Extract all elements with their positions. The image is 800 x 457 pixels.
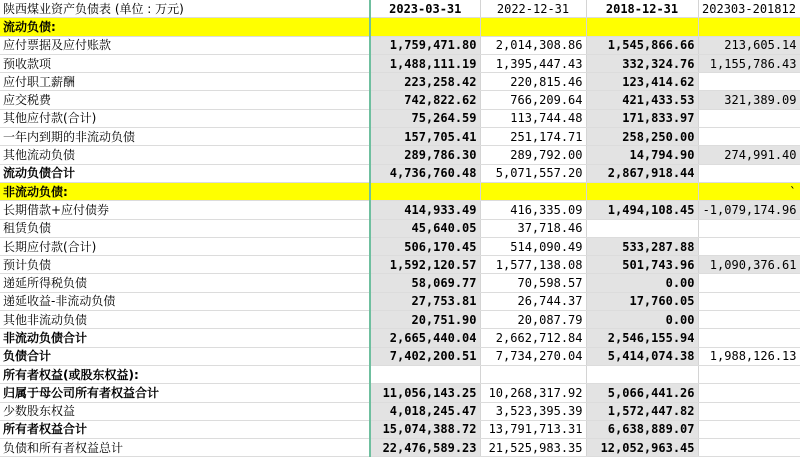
val-change[interactable]	[698, 329, 800, 347]
val-2018-12-31[interactable]: 17,760.05	[586, 292, 698, 310]
table-row	[0, 292, 800, 310]
table-row	[0, 402, 800, 420]
row-label[interactable]: 递延所得税负债	[0, 274, 370, 292]
sheet-title[interactable]: 陕西煤业资产负债表 (单位 : 万元)	[0, 0, 370, 18]
val-change[interactable]	[698, 274, 800, 292]
val-change[interactable]	[698, 164, 800, 182]
val-2023-03-31[interactable]: 4,736,760.48	[370, 164, 480, 182]
val-change[interactable]	[698, 365, 800, 383]
val-2022-12-31[interactable]: 3,523,395.39	[480, 402, 586, 420]
val-2023-03-31[interactable]: 58,069.77	[370, 274, 480, 292]
row-label[interactable]: 一年内到期的非流动负债	[0, 128, 370, 146]
val-2023-03-31[interactable]	[370, 182, 480, 200]
section-row	[0, 18, 800, 36]
val-2018-12-31[interactable]: 0.00	[586, 274, 698, 292]
val-2022-12-31[interactable]: 2,662,712.84	[480, 329, 586, 347]
val-2023-03-31[interactable]: 414,933.49	[370, 201, 480, 219]
val-change[interactable]: -1,079,174.96	[698, 201, 800, 219]
val-2023-03-31[interactable]: 157,705.41	[370, 128, 480, 146]
row-label[interactable]: 负债和所有者权益总计	[0, 439, 370, 457]
row-label[interactable]: 其他非流动负债	[0, 311, 370, 329]
table-row	[0, 109, 800, 127]
table-row	[0, 201, 800, 219]
val-2018-12-31[interactable]: 0.00	[586, 311, 698, 329]
table-row	[0, 128, 800, 146]
val-2018-12-31[interactable]: 5,414,074.38	[586, 347, 698, 365]
table-row	[0, 420, 800, 438]
val-2023-03-31[interactable]: 742,822.62	[370, 91, 480, 109]
row-label[interactable]: 所有者权益(或股东权益):	[0, 365, 370, 383]
val-2022-12-31[interactable]: 1,577,138.08	[480, 256, 586, 274]
row-label[interactable]: 预收款项	[0, 54, 370, 72]
val-change[interactable]: `	[698, 182, 800, 200]
val-2023-03-31[interactable]: 289,786.30	[370, 146, 480, 164]
header-row	[0, 0, 800, 18]
val-2018-12-31[interactable]	[586, 219, 698, 237]
val-2018-12-31[interactable]: 533,287.88	[586, 237, 698, 255]
val-2022-12-31[interactable]: 416,335.09	[480, 201, 586, 219]
table-row	[0, 91, 800, 109]
row-label[interactable]: 非流动负债:	[0, 182, 370, 200]
val-2022-12-31[interactable]: 113,744.48	[480, 109, 586, 127]
val-2023-03-31[interactable]: 7,402,200.51	[370, 347, 480, 365]
val-2018-12-31[interactable]: 171,833.97	[586, 109, 698, 127]
val-change[interactable]	[698, 292, 800, 310]
val-2023-03-31[interactable]: 506,170.45	[370, 237, 480, 255]
val-2023-03-31[interactable]: 1,592,120.57	[370, 256, 480, 274]
table-row	[0, 146, 800, 164]
table-row	[0, 439, 800, 457]
val-2018-12-31[interactable]: 14,794.90	[586, 146, 698, 164]
val-2022-12-31[interactable]: 766,209.64	[480, 91, 586, 109]
val-2023-03-31[interactable]: 75,264.59	[370, 109, 480, 127]
row-label[interactable]: 负债合计	[0, 347, 370, 365]
val-2018-12-31[interactable]: 1,494,108.45	[586, 201, 698, 219]
row-label[interactable]: 归属于母公司所有者权益合计	[0, 384, 370, 402]
val-2018-12-31[interactable]: 123,414.62	[586, 73, 698, 91]
table-row	[0, 73, 800, 91]
val-2018-12-31[interactable]: 501,743.96	[586, 256, 698, 274]
row-label[interactable]: 应交税费	[0, 91, 370, 109]
val-2023-03-31[interactable]: 11,056,143.25	[370, 384, 480, 402]
val-2022-12-31[interactable]: 10,268,317.92	[480, 384, 586, 402]
val-2022-12-31[interactable]: 70,598.57	[480, 274, 586, 292]
val-2018-12-31[interactable]	[586, 18, 698, 36]
row-label[interactable]: 应付职工薪酬	[0, 73, 370, 91]
col-header-change[interactable]: 202303-201812	[698, 0, 800, 18]
table-row	[0, 347, 800, 365]
table-row	[0, 365, 800, 383]
val-change[interactable]	[698, 311, 800, 329]
val-2022-12-31[interactable]	[480, 18, 586, 36]
section-row	[0, 182, 800, 200]
val-change[interactable]: 321,389.09	[698, 91, 800, 109]
val-change[interactable]: 213,605.14	[698, 36, 800, 54]
val-2023-03-31[interactable]: 2,665,440.04	[370, 329, 480, 347]
table-row	[0, 311, 800, 329]
val-2023-03-31[interactable]: 15,074,388.72	[370, 420, 480, 438]
val-2022-12-31[interactable]: 20,087.79	[480, 311, 586, 329]
table-row	[0, 164, 800, 182]
val-2023-03-31[interactable]: 4,018,245.47	[370, 402, 480, 420]
val-2022-12-31[interactable]: 2,014,308.86	[480, 36, 586, 54]
table-row	[0, 237, 800, 255]
row-label[interactable]: 流动负债合计	[0, 164, 370, 182]
row-label[interactable]: 预计负债	[0, 256, 370, 274]
val-2023-03-31[interactable]: 27,753.81	[370, 292, 480, 310]
row-label[interactable]: 长期借款+应付债券	[0, 201, 370, 219]
col-header-2023-03-31[interactable]: 2023-03-31	[370, 0, 480, 18]
table-row	[0, 329, 800, 347]
val-2018-12-31[interactable]: 258,250.00	[586, 128, 698, 146]
col-header-2022-12-31[interactable]: 2022-12-31	[480, 0, 586, 18]
val-2023-03-31[interactable]: 1,759,471.80	[370, 36, 480, 54]
val-change[interactable]	[698, 219, 800, 237]
row-label[interactable]: 非流动负债合计	[0, 329, 370, 347]
val-2023-03-31[interactable]: 1,488,111.19	[370, 54, 480, 72]
row-label[interactable]: 长期应付款(合计)	[0, 237, 370, 255]
val-change[interactable]	[698, 128, 800, 146]
val-2018-12-31[interactable]: 2,867,918.44	[586, 164, 698, 182]
val-change[interactable]	[698, 439, 800, 457]
val-change[interactable]	[698, 109, 800, 127]
val-2022-12-31[interactable]: 21,525,983.35	[480, 439, 586, 457]
val-2023-03-31[interactable]	[370, 18, 480, 36]
val-2022-12-31[interactable]: 13,791,713.31	[480, 420, 586, 438]
row-label[interactable]: 其他流动负债	[0, 146, 370, 164]
val-2022-12-31[interactable]	[480, 365, 586, 383]
val-2018-12-31[interactable]: 421,433.53	[586, 91, 698, 109]
row-label[interactable]: 应付票据及应付账款	[0, 36, 370, 54]
val-change[interactable]	[698, 237, 800, 255]
val-2022-12-31[interactable]: 37,718.46	[480, 219, 586, 237]
val-2022-12-31[interactable]: 251,174.71	[480, 128, 586, 146]
table-row	[0, 54, 800, 72]
row-label[interactable]: 流动负债:	[0, 18, 370, 36]
val-2022-12-31[interactable]: 514,090.49	[480, 237, 586, 255]
val-2023-03-31[interactable]	[370, 365, 480, 383]
val-change[interactable]	[698, 73, 800, 91]
val-2018-12-31[interactable]: 5,066,441.26	[586, 384, 698, 402]
val-change[interactable]	[698, 420, 800, 438]
row-label[interactable]: 递延收益-非流动负债	[0, 292, 370, 310]
val-2022-12-31[interactable]: 289,792.00	[480, 146, 586, 164]
val-2022-12-31[interactable]: 26,744.37	[480, 292, 586, 310]
row-label[interactable]: 租赁负债	[0, 219, 370, 237]
val-2018-12-31[interactable]: 1,572,447.82	[586, 402, 698, 420]
col-header-2018-12-31[interactable]: 2018-12-31	[586, 0, 698, 18]
val-2022-12-31[interactable]	[480, 182, 586, 200]
val-2023-03-31[interactable]: 223,258.42	[370, 73, 480, 91]
val-2018-12-31[interactable]: 2,546,155.94	[586, 329, 698, 347]
val-change[interactable]: 274,991.40	[698, 146, 800, 164]
val-2018-12-31[interactable]	[586, 182, 698, 200]
val-2022-12-31[interactable]: 220,815.46	[480, 73, 586, 91]
row-label[interactable]: 所有者权益合计	[0, 420, 370, 438]
val-change[interactable]: 1,090,376.61	[698, 256, 800, 274]
val-change[interactable]: 1,155,786.43	[698, 54, 800, 72]
val-2022-12-31[interactable]: 7,734,270.04	[480, 347, 586, 365]
val-2018-12-31[interactable]: 6,638,889.07	[586, 420, 698, 438]
val-2018-12-31[interactable]	[586, 365, 698, 383]
val-2018-12-31[interactable]: 12,052,963.45	[586, 439, 698, 457]
val-2018-12-31[interactable]: 332,324.76	[586, 54, 698, 72]
row-label[interactable]: 少数股东权益	[0, 402, 370, 420]
table-row	[0, 274, 800, 292]
val-change[interactable]	[698, 384, 800, 402]
val-change[interactable]	[698, 402, 800, 420]
val-2022-12-31[interactable]: 1,395,447.43	[480, 54, 586, 72]
val-2023-03-31[interactable]: 45,640.05	[370, 219, 480, 237]
table-row	[0, 219, 800, 237]
table-row	[0, 256, 800, 274]
val-2023-03-31[interactable]: 20,751.90	[370, 311, 480, 329]
val-2023-03-31[interactable]: 22,476,589.23	[370, 439, 480, 457]
val-2022-12-31[interactable]: 5,071,557.20	[480, 164, 586, 182]
table-row	[0, 36, 800, 54]
val-2018-12-31[interactable]: 1,545,866.66	[586, 36, 698, 54]
val-change[interactable]: 1,988,126.13	[698, 347, 800, 365]
table-row	[0, 384, 800, 402]
row-label[interactable]: 其他应付款(合计)	[0, 109, 370, 127]
val-change[interactable]	[698, 18, 800, 36]
